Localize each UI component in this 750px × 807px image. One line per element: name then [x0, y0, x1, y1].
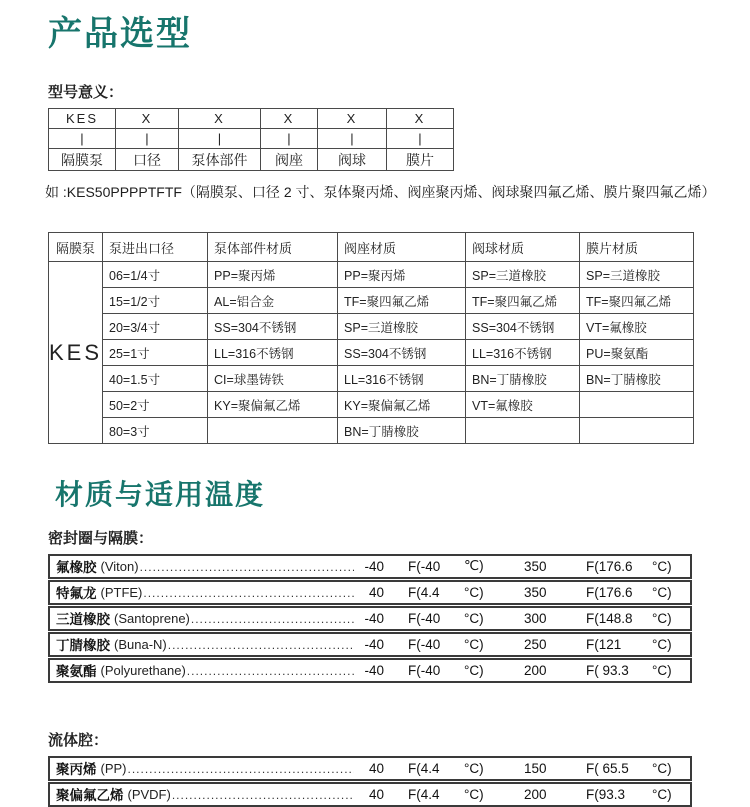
- table-cell: VT=氟橡胶: [580, 314, 694, 340]
- table-cell: [580, 392, 694, 418]
- column-header: 膜片材质: [580, 233, 694, 262]
- material-name-cn: 丁腈橡胶: [56, 638, 110, 654]
- material-name-cn: 三道橡胶: [56, 612, 110, 628]
- temp-c-min: F(-40: [408, 558, 441, 574]
- material-name-en: (Polyurethane): [100, 662, 186, 678]
- table-cell: 阀球: [318, 149, 387, 171]
- temp-row-santoprene: [48, 606, 692, 631]
- material-name-en: (PVDF): [127, 786, 171, 802]
- table-cell: CI=球墨铸铁: [208, 366, 338, 392]
- table-cell: LL=316不锈钢: [338, 366, 466, 392]
- table-cell: [208, 418, 338, 444]
- temp-f-max: 300: [524, 610, 547, 626]
- temp-c-min: F(-40: [408, 662, 441, 678]
- degree-unit: °C): [652, 786, 672, 802]
- dot-leader: [191, 609, 354, 629]
- table-row: [49, 314, 694, 340]
- temp-f-max: 250: [524, 636, 547, 652]
- table-cell: TF=聚四氟乙烯: [466, 288, 580, 314]
- table-cell: 50=2寸: [103, 392, 208, 418]
- degree-unit: °C): [652, 662, 672, 678]
- table-cell: LL=316不锈钢: [208, 340, 338, 366]
- temp-f-max: 350: [524, 584, 547, 600]
- table-cell: BN=丁腈橡胶: [466, 366, 580, 392]
- dot-leader: [143, 583, 354, 603]
- degree-unit: °C): [464, 662, 484, 678]
- table-cell: SP=三道橡胶: [580, 262, 694, 288]
- table-row: [49, 149, 454, 171]
- temp-c-min: F(-40: [408, 636, 441, 652]
- table-cell: |: [387, 129, 454, 149]
- temp-c-min: F(4.4: [408, 584, 440, 600]
- temp-c-min: F(4.4: [408, 786, 440, 802]
- table-cell: SS=304不锈钢: [466, 314, 580, 340]
- table-cell: KES: [49, 109, 116, 129]
- dot-leader: [128, 759, 355, 779]
- table-cell: TF=聚四氟乙烯: [338, 288, 466, 314]
- dot-leader: [187, 661, 354, 681]
- table-cell: X: [116, 109, 179, 129]
- temp-f-max: 200: [524, 662, 547, 678]
- table-cell: SP=三道橡胶: [338, 314, 466, 340]
- table-row: [49, 340, 694, 366]
- temp-c-max: F(121: [586, 636, 622, 652]
- seal-temperature-table: [48, 554, 692, 683]
- temp-f-min: 40: [368, 786, 384, 802]
- table-row: [49, 109, 454, 129]
- material-name-en: (Santoprene): [114, 610, 190, 626]
- table-cell: LL=316不锈钢: [466, 340, 580, 366]
- dot-leader: [172, 785, 354, 805]
- temp-row-pvdf: [48, 782, 692, 807]
- temp-c-min: F(-40: [408, 610, 441, 626]
- table-cell: 口径: [116, 149, 179, 171]
- table-cell: 20=3/4寸: [103, 314, 208, 340]
- fluid-chamber-label: 流体腔：: [48, 731, 109, 749]
- temp-c-max: F(176.6: [586, 584, 633, 600]
- temp-f-max: 350: [524, 558, 547, 574]
- table-cell: TF=聚四氟乙烯: [580, 288, 694, 314]
- material-name-cn: 聚丙烯: [56, 762, 97, 778]
- degree-unit: ℃): [464, 558, 484, 574]
- dot-leader: [140, 557, 354, 577]
- table-cell: BN=丁腈橡胶: [338, 418, 466, 444]
- temp-f-min: 40: [368, 584, 384, 600]
- material-selection-table: [48, 232, 694, 444]
- table-cell: BN=丁腈橡胶: [580, 366, 694, 392]
- column-header: 隔膜泵: [49, 233, 103, 262]
- table-cell: 25=1寸: [103, 340, 208, 366]
- dot-leader: [168, 635, 354, 655]
- table-row: [49, 288, 694, 314]
- temp-c-max: F(148.8: [586, 610, 633, 626]
- degree-unit: °C): [652, 584, 672, 600]
- table-cell: X: [387, 109, 454, 129]
- table-cell: 15=1/2寸: [103, 288, 208, 314]
- table-cell: |: [49, 129, 116, 149]
- table-cell: 06=1/4寸: [103, 262, 208, 288]
- table-cell: PU=聚氨酯: [580, 340, 694, 366]
- temp-row-polyurethane: [48, 658, 692, 683]
- table-cell: 膜片: [387, 149, 454, 171]
- seal-diaphragm-label: 密封圈与隔膜：: [48, 529, 154, 547]
- table-cell: SP=三道橡胶: [466, 262, 580, 288]
- table-cell: 阀座: [261, 149, 318, 171]
- model-code-table: [48, 108, 454, 171]
- temp-f-min: -40: [364, 558, 384, 574]
- temp-f-max: 200: [524, 786, 547, 802]
- page-title: 产品选型: [48, 15, 192, 53]
- temp-f-max: 150: [524, 760, 547, 776]
- model-meaning-label: 型号意义：: [48, 84, 124, 102]
- table-cell: X: [179, 109, 261, 129]
- table-cell: 隔膜泵: [49, 149, 116, 171]
- column-header: 阀球材质: [466, 233, 580, 262]
- table-cell: X: [318, 109, 387, 129]
- temp-row-viton: [48, 554, 692, 579]
- table-cell: SS=304不锈钢: [208, 314, 338, 340]
- material-name-en: (Viton): [100, 558, 139, 574]
- section-title-materials-temperature: 材质与适用温度: [55, 479, 266, 511]
- table-row: [49, 366, 694, 392]
- temp-f-min: -40: [364, 610, 384, 626]
- degree-unit: °C): [652, 610, 672, 626]
- material-name-cn: 聚氨酯: [56, 664, 97, 680]
- temp-c-max: F(176.6: [586, 558, 633, 574]
- column-header: 泵体部件材质: [208, 233, 338, 262]
- table-cell: 泵体部件: [179, 149, 261, 171]
- temp-c-max: F( 65.5: [586, 760, 629, 776]
- table-header-row: [49, 233, 694, 262]
- table-cell: |: [318, 129, 387, 149]
- column-header: 阀座材质: [338, 233, 466, 262]
- table-cell: AL=铝合金: [208, 288, 338, 314]
- table-cell: |: [179, 129, 261, 149]
- column-header: 泵进出口径: [103, 233, 208, 262]
- temp-f-min: -40: [364, 662, 384, 678]
- degree-unit: °C): [652, 636, 672, 652]
- material-name-cn: 氟橡胶: [56, 560, 97, 576]
- temp-row-pp: [48, 756, 692, 781]
- table-cell: KY=聚偏氟乙烯: [208, 392, 338, 418]
- temp-f-min: -40: [364, 636, 384, 652]
- table-cell: [466, 418, 580, 444]
- degree-unit: °C): [464, 610, 484, 626]
- table-cell: |: [261, 129, 318, 149]
- table-cell: KY=聚偏氟乙烯: [338, 392, 466, 418]
- table-cell: SS=304不锈钢: [338, 340, 466, 366]
- degree-unit: °C): [464, 760, 484, 776]
- material-name-en: (PTFE): [100, 584, 143, 600]
- temp-c-max: F( 93.3: [586, 662, 629, 678]
- temp-row-buna-n: [48, 632, 692, 657]
- table-cell: |: [116, 129, 179, 149]
- material-name-en: (PP): [100, 760, 127, 776]
- table-row: [49, 392, 694, 418]
- degree-unit: °C): [652, 558, 672, 574]
- table-row: [49, 262, 694, 288]
- material-name-cn: 特氟龙: [56, 586, 97, 602]
- table-cell: 40=1.5寸: [103, 366, 208, 392]
- degree-unit: °C): [464, 636, 484, 652]
- degree-unit: °C): [464, 786, 484, 802]
- table-cell: 80=3寸: [103, 418, 208, 444]
- model-example-text: 如 :KES50PPPPTFTF（隔膜泵、口径 2 寸、泵体聚丙烯、阀座聚丙烯、阀球聚四氟乙烯、膜片聚四氟乙烯）: [45, 184, 716, 201]
- table-row: [49, 129, 454, 149]
- temp-f-min: 40: [368, 760, 384, 776]
- table-cell: VT=氟橡胶: [466, 392, 580, 418]
- table-row: [49, 418, 694, 444]
- degree-unit: °C): [652, 760, 672, 776]
- temp-c-min: F(4.4: [408, 760, 440, 776]
- table-cell: PP=聚丙烯: [208, 262, 338, 288]
- temp-row-ptfe: [48, 580, 692, 605]
- material-name-en: (Buna-N): [114, 636, 167, 652]
- temp-c-max: F(93.3: [586, 786, 626, 802]
- material-name-cn: 聚偏氟乙烯: [56, 788, 124, 804]
- table-cell: [580, 418, 694, 444]
- fluid-temperature-table: [48, 756, 692, 807]
- brand-cell: KES: [49, 262, 103, 444]
- table-cell: X: [261, 109, 318, 129]
- table-cell: PP=聚丙烯: [338, 262, 466, 288]
- degree-unit: °C): [464, 584, 484, 600]
